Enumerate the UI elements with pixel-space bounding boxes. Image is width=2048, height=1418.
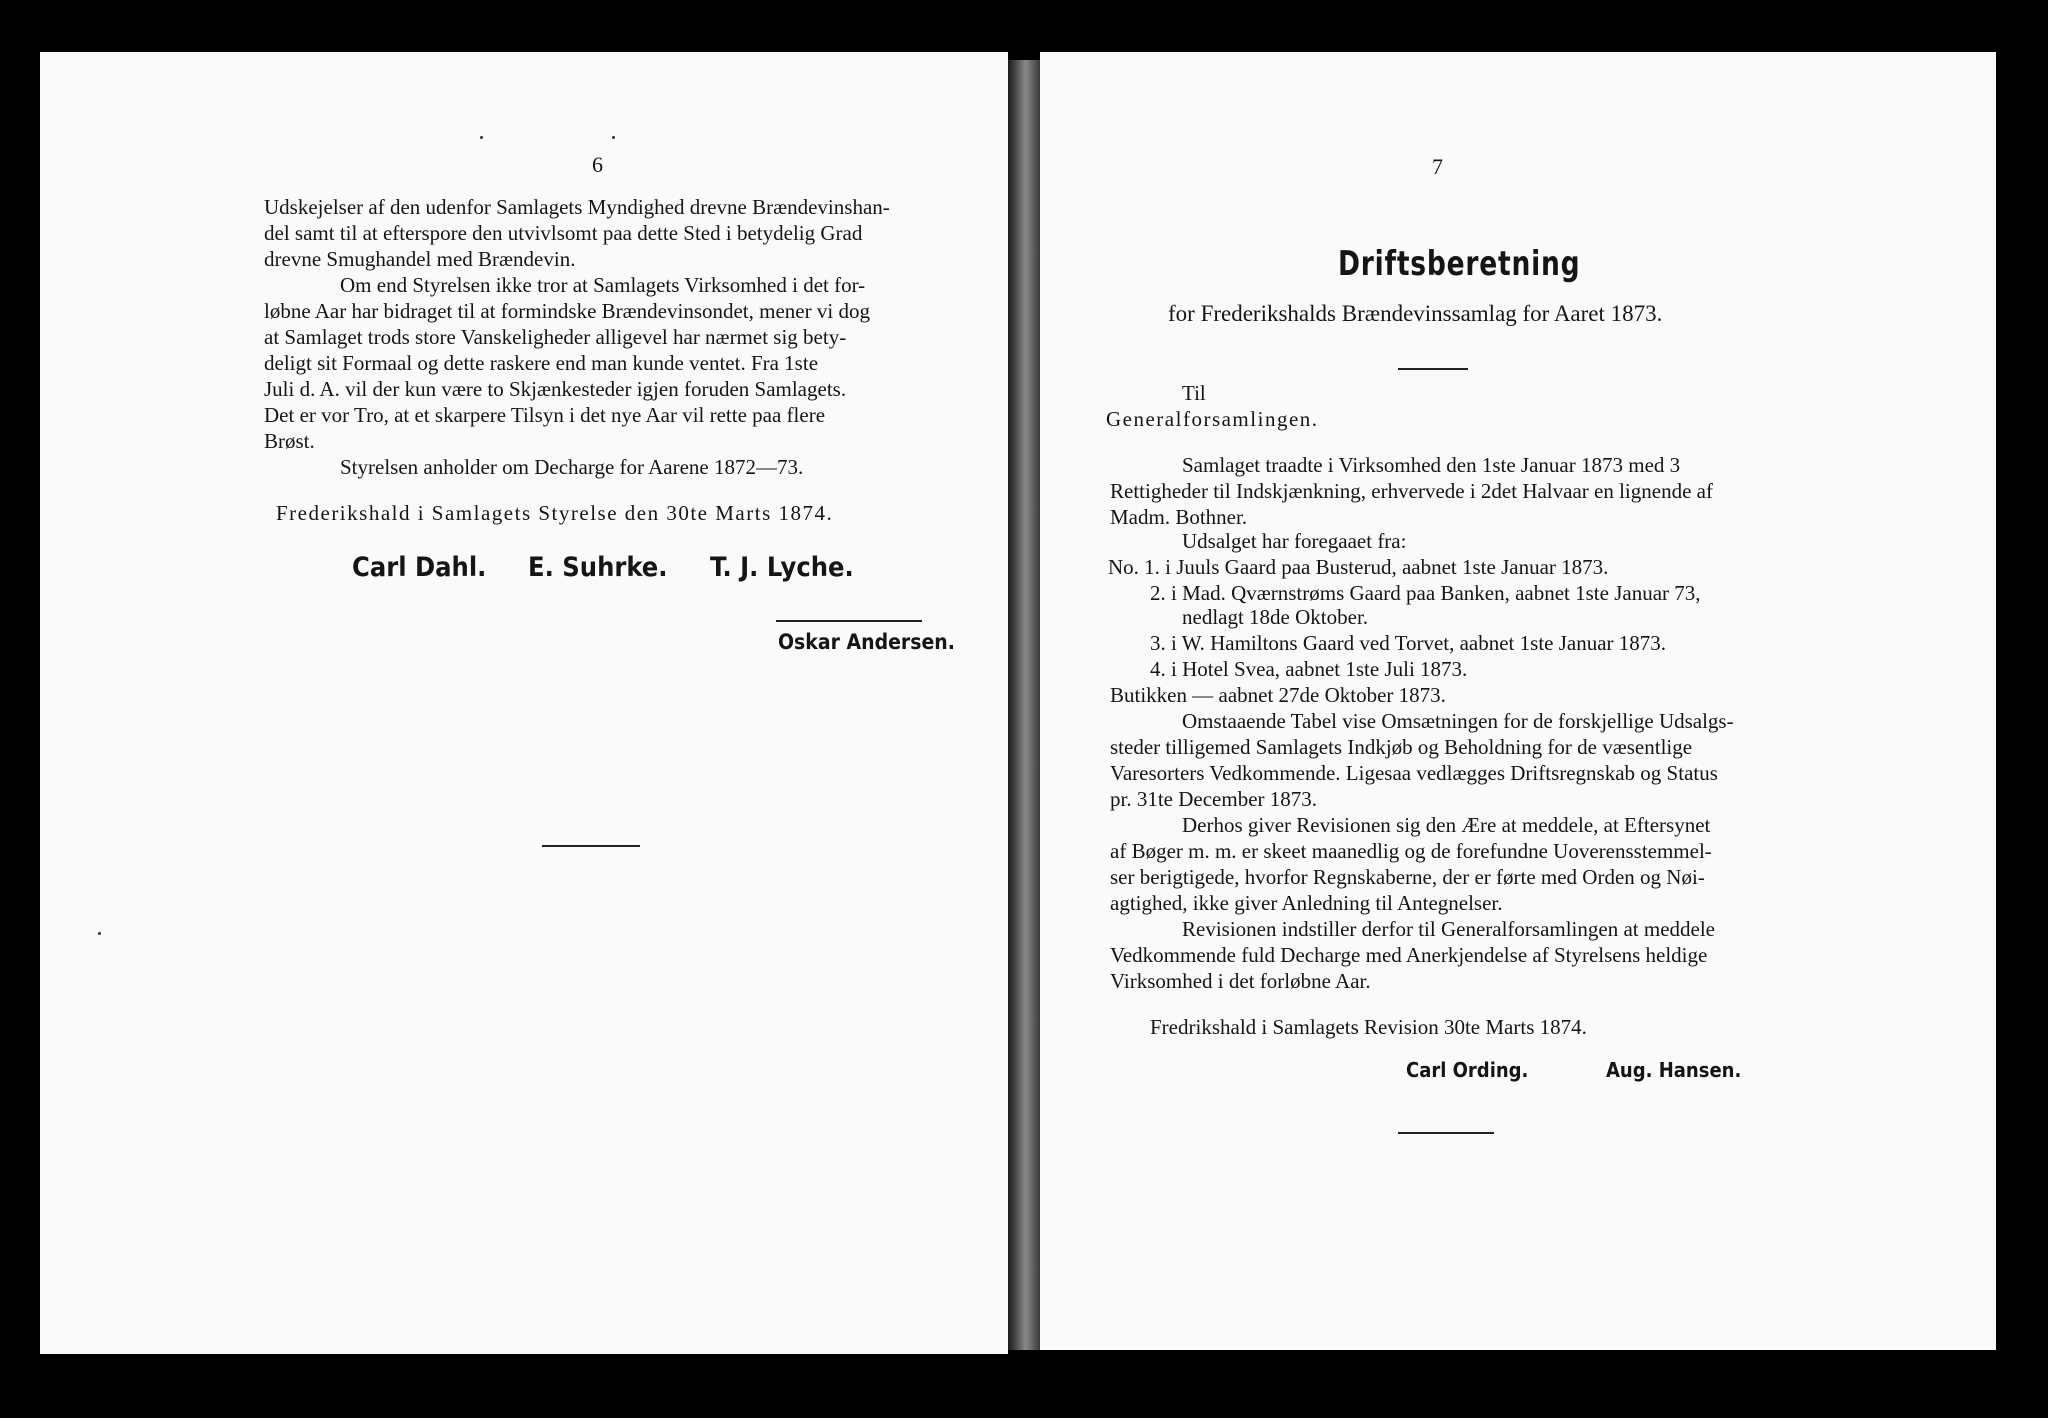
body-line: Omstaaende Tabel vise Omsætningen for de forskjellige Udsalgs-: [1182, 709, 1734, 733]
speck: [480, 136, 483, 139]
body-line: at Samlaget trods store Vanskeligheder alligevel har nærmet sig bety-: [264, 325, 847, 349]
end-rule: [1398, 1132, 1494, 1134]
right-page: [1040, 52, 1996, 1350]
list-item: 2. i Mad. Qværnstrøms Gaard paa Banken, aabnet 1ste Januar 73,: [1150, 581, 1701, 605]
body-line: Styrelsen anholder om Decharge for Aarene 1872—73.: [340, 455, 804, 479]
left-page: [40, 52, 1008, 1354]
body-line: deligt sit Formaal og dette raskere end man kunde ventet. Fra 1ste: [264, 351, 819, 375]
body-line: Udsalget har foregaaet fra:: [1182, 529, 1407, 553]
body-line: af Bøger m. m. er skeet maanedlig og de forefundne Uoverensstemmel-: [1110, 839, 1712, 863]
salutation: Generalforsamlingen.: [1106, 407, 1319, 431]
signature-rule: [776, 620, 922, 622]
page-number: 7: [1432, 154, 1443, 179]
body-line: Samlaget traadte i Virksomhed den 1ste Januar 1873 med 3: [1182, 453, 1681, 477]
body-line: drevne Smughandel med Brændevin.: [264, 247, 576, 271]
body-line: Virksomhed i det forløbne Aar.: [1110, 969, 1371, 993]
signature: Aug. Hansen.: [1606, 1058, 1742, 1082]
dateline: Frederikshald i Samlagets Styrelse den 30te Marts 1874.: [276, 501, 834, 525]
body-line: Varesorters Vedkommende. Ligesaa vedlægges Driftsregnskab og Status: [1110, 761, 1718, 785]
body-line: Derhos giver Revisionen sig den Ære at meddele, at Eftersynet: [1182, 813, 1711, 837]
end-rule: [542, 845, 640, 847]
body-line: Udskejelser af den udenfor Samlagets Myndighed drevne Brændevinshan-: [264, 195, 890, 219]
signature: E. Suhrke.: [528, 552, 668, 583]
speck: [98, 932, 101, 935]
book-spine: [1008, 60, 1040, 1350]
list-item: 3. i W. Hamiltons Gaard ved Torvet, aabnet 1ste Januar 1873.: [1150, 631, 1667, 655]
body-line: Det er vor Tro, at et skarpere Tilsyn i det nye Aar vil rette paa flere: [264, 403, 826, 427]
subheading: for Frederikshalds Brændevinssamlag for Aaret 1873.: [1168, 301, 1663, 326]
signature: Carl Dahl.: [352, 552, 487, 583]
body-line: pr. 31te December 1873.: [1110, 787, 1318, 811]
body-line: løbne Aar har bidraget til at formindske Brændevinsondet, mener vi dog: [264, 299, 870, 323]
body-line: ser berigtigede, hvorfor Regnskaberne, der er førte med Orden og Nøi-: [1110, 865, 1705, 889]
page-number: 6: [592, 152, 603, 177]
list-item: nedlagt 18de Oktober.: [1182, 605, 1369, 629]
countersignature: Oskar Andersen.: [778, 630, 955, 654]
signature: T. J. Lyche.: [710, 552, 854, 583]
salutation: Til: [1182, 381, 1206, 405]
body-line: Brøst.: [264, 429, 315, 453]
body-line: Revisionen indstiller derfor til Generalforsamlingen at meddele: [1182, 917, 1715, 941]
body-line: Rettigheder til Indskjænkning, erhvervede i 2det Halvaar en lignende af: [1110, 479, 1713, 503]
list-item: 4. i Hotel Svea, aabnet 1ste Juli 1873.: [1150, 657, 1468, 681]
list-item: No. 1. i Juuls Gaard paa Busterud, aabnet 1ste Januar 1873.: [1108, 555, 1609, 579]
heading: Driftsberetning: [1338, 244, 1581, 284]
heading-rule: [1398, 368, 1468, 370]
body-line: Om end Styrelsen ikke tror at Samlagets Virksomhed i det for-: [340, 273, 866, 297]
signature: Carl Ording.: [1406, 1058, 1529, 1082]
body-line: Vedkommende fuld Decharge med Anerkjendelse af Styrelsens heldige: [1110, 943, 1708, 967]
body-line: Juli d. A. vil der kun være to Skjænkesteder igjen foruden Samlagets.: [264, 377, 847, 401]
body-line: Madm. Bothner.: [1110, 505, 1248, 529]
speck: [612, 136, 615, 139]
body-line: del samt til at efterspore den utvivlsomt paa dette Sted i betydelig Grad: [264, 221, 863, 245]
list-item: Butikken — aabnet 27de Oktober 1873.: [1110, 683, 1446, 707]
dateline: Fredrikshald i Samlagets Revision 30te Marts 1874.: [1150, 1015, 1587, 1039]
body-line: agtighed, ikke giver Anledning til Antegnelser.: [1110, 891, 1503, 915]
body-line: steder tilligemed Samlagets Indkjøb og Beholdning for de væsentlige: [1110, 735, 1693, 759]
